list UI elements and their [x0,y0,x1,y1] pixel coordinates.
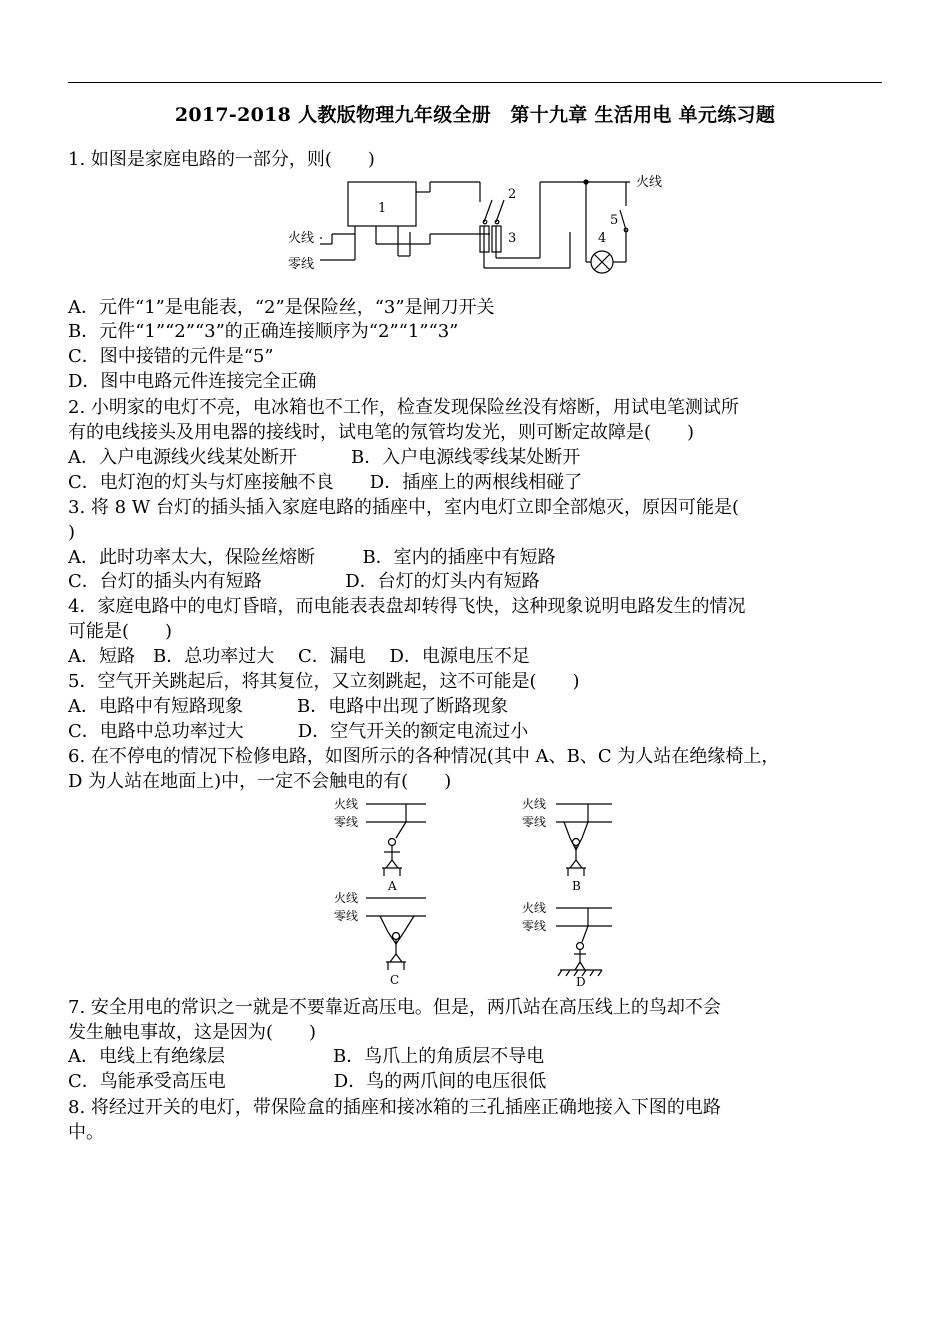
q1-option-a: A．元件“1”是电能表，“2”是保险丝，“3”是闸刀开关 [68,297,495,318]
q6-label-d: D [576,975,586,986]
q5-options-cd: C．电路中总功率过大 D．空气开关的额定电流过小 [68,721,529,742]
q2-options-cd: C．电灯泡的灯头与灯座接触不良 D．插座上的两根线相碰了 [68,472,583,493]
q7-options-cd: C．鸟能承受高压电 D．鸟的两爪间的电压很低 [68,1071,547,1092]
q6-b-live-label: 火线 [522,797,547,811]
q1-fig-label-1: 1 [378,201,387,216]
q1-fig-label-5: 5 [610,213,619,228]
q1-circuit-figure [280,172,680,284]
q3-options-ab: A．此时功率太大，保险丝熔断 B．室内的插座中有短路 [68,547,556,568]
q7-stem-line2: 发生触电事故，这是因为( ) [68,1022,317,1043]
q1-fig-label-2: 2 [508,187,517,202]
q6-label-a: A [388,879,397,893]
q3-stem-line1: 3. 将 8 W 台灯的插头插入家庭电路的插座中，室内电灯立即全部熄灭，原因可能是( [68,497,740,518]
q4-options: A．短路 B．总功率过大 C．漏电 D．电源电压不足 [68,646,530,667]
q1-fig-label-3: 3 [508,231,517,246]
q3-stem-line2: ) [68,522,76,543]
page-title: 2017-2018 人教版物理九年级全册 第十九章 生活用电 单元练习题 [174,104,776,126]
q5-options-ab: A．电路中有短路现象 B．电路中出现了断路现象 [68,696,509,717]
q1-option-d: D．图中电路元件连接完全正确 [68,371,317,392]
q8-stem-line1: 8. 将经过开关的电灯，带保险盒的插座和接冰箱的三孔插座正确地接入下图的电路 [68,1097,721,1118]
q2-stem-line2: 有的电线接头及用电器的接线时，试电笔的氖管均发光，则可断定故障是( ) [68,422,695,443]
q3-options-cd: C．台灯的插头内有短路 D．台灯的灯头内有短路 [68,571,540,592]
q6-label-b: B [572,879,581,893]
q7-options-ab: A．电线上有绝缘层 B．鸟爪上的角质层不导电 [68,1046,545,1067]
q6-c-neutral-label: 零线 [334,909,359,923]
q5-stem: 5．空气开关跳起后，将其复位，又立刻跳起，这不可能是( ) [68,671,580,692]
q6-c-live-label: 火线 [334,891,359,905]
q8-stem-line2: 中。 [68,1122,104,1143]
q2-stem-line1: 2. 小明家的电灯不亮，电冰箱也不工作，检查发现保险丝没有熔断，用试电笔测试所 [68,397,739,418]
q1-fig-live-right-label: 火线 [636,175,663,190]
q4-stem-line1: 4．家庭电路中的电灯昏暗，而电能表表盘却转得飞快，这种现象说明电路发生的情况 [68,596,746,617]
q1-option-b: B．元件“1”“2”“3”的正确连接顺序为“2”“1”“3” [68,321,459,342]
q1-fig-live-label: 火线 [288,231,315,246]
q1-stem: 1. 如图是家庭电路的一部分，则( ) [68,149,375,170]
q6-d-live-label: 火线 [522,901,547,915]
header-rule [68,82,882,83]
q6-stem-line1: 6. 在不停电的情况下检修电路，如图所示的各种情况(其中 A、B、C 为人站在绝缘椅上， [68,746,780,767]
q4-stem-line2: 可能是( ) [68,621,173,642]
q1-fig-label-4: 4 [598,231,607,246]
q6-b-neutral-label: 零线 [522,815,547,829]
q1-fig-neutral-label: 零线 [288,257,315,272]
q2-options-ab: A．入户电源线火线某处断开 B．入户电源线零线某处断开 [68,447,581,468]
q7-stem-line1: 7. 安全用电的常识之一就是不要靠近高压电。但是，两爪站在高压线上的鸟却不会 [68,997,721,1018]
q6-d-neutral-label: 零线 [522,919,547,933]
q6-a-live-label: 火线 [334,797,359,811]
q1-option-c: C．图中接错的元件是“5” [68,346,274,367]
q6-figure [330,794,620,986]
q6-stem-line2: D 为人站在地面上)中，一定不会触电的有( ) [68,771,452,792]
q6-a-neutral-label: 零线 [334,815,359,829]
q6-label-c: C [390,973,400,986]
